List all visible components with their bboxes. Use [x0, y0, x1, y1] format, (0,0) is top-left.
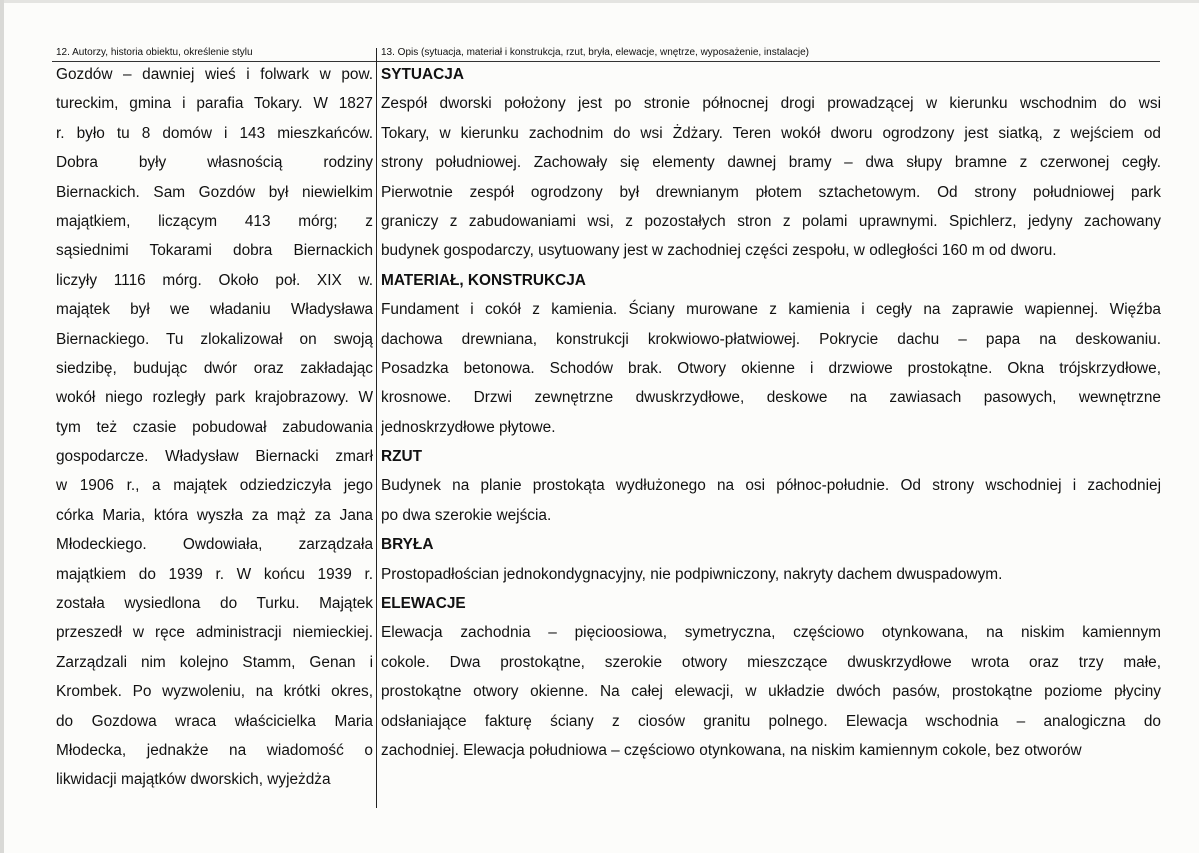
history-line: majątkiem do 1939 r. W końcu 1939 r.	[56, 565, 373, 583]
history-line: siedzibę, budując dwór oraz zakładając	[56, 359, 373, 377]
sytuacja-line: strony południowej. Zachowały się elementy dawnej bramy – dwa słupy bramne z czerwonej cegły.	[381, 154, 1161, 172]
material-line: krosnowe. Drzwi zewnętrzne dwuskrzydłowe, deskowe na zawiasach pasowych, wewnętrzne	[381, 389, 1161, 407]
elewacje-line: Elewacja zachodnia – pięcioosiowa, symetryczna, częściowo otynkowana, na niskim kamiennym	[381, 624, 1161, 642]
field-12-label: 12. Autorzy, historia obiektu, określenie stylu	[56, 47, 253, 58]
section-heading-elewacje: ELEWACJE	[381, 595, 466, 613]
history-line: tureckim, gmina i parafia Tokary. W 1827	[56, 95, 373, 113]
elewacje-line: cokole. Dwa prostokątne, szerokie otwory mieszczące dwuskrzydłowe wrota oraz trzy małe,	[381, 653, 1161, 671]
elewacje-line: zachodniej. Elewacja południowa – częściowo otynkowana, na niskim kamiennym cokole, bez otworów	[381, 741, 1082, 759]
history-line: likwidacji majątków dworskich, wyjeżdża	[56, 771, 331, 789]
history-column	[56, 60, 373, 795]
column-divider	[376, 48, 377, 808]
scan-edge-top	[0, 0, 1199, 3]
history-line: gospodarcze. Władysław Biernacki zmarł	[56, 448, 373, 466]
material-line: Fundament i cokół z kamienia. Ściany murowane z kamienia i cegły na zaprawie wapiennej. Więźba	[381, 301, 1161, 319]
history-line: Zarządzali nim kolejno Stamm, Genan i	[56, 653, 373, 671]
history-line: r. było tu 8 domów i 143 mieszkańców.	[56, 124, 373, 142]
section-heading-material: MATERIAŁ, KONSTRUKCJA	[381, 271, 586, 289]
field-13-label: 13. Opis (sytuacja, materiał i konstrukcja, rzut, bryła, elewacje, wnętrze, wyposażenie, instalacje)	[381, 47, 809, 58]
history-line: tym też czasie pobudował zabudowania	[56, 418, 373, 436]
sytuacja-line: Pierwotnie zespół ogrodzony był drewnianym płotem sztachetowym. Od strony południowej park	[381, 183, 1161, 201]
history-line: Biernackich. Sam Gozdów był niewielkim	[56, 183, 373, 201]
elewacje-line: odsłaniające fakturę ściany z ciosów granitu polnego. Elewacja wschodnia – analogiczna do	[381, 712, 1161, 730]
history-line: została wysiedlona do Turku. Majątek	[56, 595, 373, 613]
section-heading-rzut: RZUT	[381, 448, 423, 466]
material-line: Posadzka betonowa. Schodów brak. Otwory okienne i drzwiowe prostokątne. Okna trójskrzydłowe,	[381, 359, 1161, 377]
history-line: majątek był we władaniu Władysława	[56, 301, 373, 319]
history-line: Młodecka, jednakże na wiadomość o	[56, 741, 373, 759]
rzut-line: po dwa szerokie wejścia.	[381, 506, 552, 524]
scan-edge-left	[0, 0, 4, 853]
sytuacja-line: budynek gospodarczy, usytuowany jest w zachodniej części zespołu, w odległości 160 m od dworu.	[381, 242, 1057, 260]
bryla-line: Prostopadłościan jednokondygnacyjny, nie podpiwniczony, nakryty dachem dwuspadowym.	[381, 565, 1003, 583]
history-line: Krombek. Po wyzwoleniu, na krótki okres,	[56, 683, 373, 701]
history-line: przeszedł w ręce administracji niemieckiej.	[56, 624, 373, 642]
description-column	[381, 60, 1161, 765]
rzut-line: Budynek na planie prostokąta wydłużonego na osi północ-południe. Od strony wschodniej i zachodniej	[381, 477, 1161, 495]
history-line: Gozdów – dawniej wieś i folwark w pow.	[56, 66, 373, 83]
history-line: majątkiem, liczącym 413 mórg; z	[56, 212, 373, 230]
history-line: w 1906 r., a majątek odziedziczyła jego	[56, 477, 373, 495]
history-line: Dobra były własnością rodziny	[56, 154, 373, 172]
history-line: do Gozdowa wraca właścicielka Maria	[56, 712, 373, 730]
sytuacja-line: graniczy z zabudowaniami wsi, z pozostałych stron z polami uprawnymi. Spichlerz, jedyny zachowany	[381, 212, 1161, 230]
material-line: dachowa drewniana, konstrukcji krokwiowo-płatwiowej. Pokrycie dachu – papa na deskowaniu.	[381, 330, 1161, 348]
history-line: sąsiednimi Tokarami dobra Biernackich	[56, 242, 373, 260]
history-line: wokół niego rozległy park krajobrazowy. W	[56, 389, 373, 407]
sytuacja-line: Zespół dworski położony jest po stronie północnej drogi prowadzącej w kierunku wschodnim do wsi	[381, 95, 1161, 113]
history-line: liczyły 1116 mórg. Około poł. XIX w.	[56, 271, 373, 289]
history-line: córka Maria, która wyszła za mąż za Jana	[56, 506, 373, 524]
history-line: Młodeckiego. Owdowiała, zarządzała	[56, 536, 373, 554]
section-heading-bryla: BRYŁA	[381, 536, 434, 554]
elewacje-line: prostokątne otwory okienne. Na całej elewacji, w układzie dwóch pasów, prostokątne poziome płyciny	[381, 683, 1161, 701]
sytuacja-line: Tokary, w kierunku zachodnim do wsi Żdżary. Teren wokół dworu ogrodzony jest siatką, z wejściem od	[381, 124, 1161, 142]
section-heading-sytuacja: SYTUACJA	[381, 66, 464, 83]
material-line: jednoskrzydłowe płytowe.	[381, 418, 556, 436]
history-line: Biernackiego. Tu zlokalizował on swoją	[56, 330, 373, 348]
